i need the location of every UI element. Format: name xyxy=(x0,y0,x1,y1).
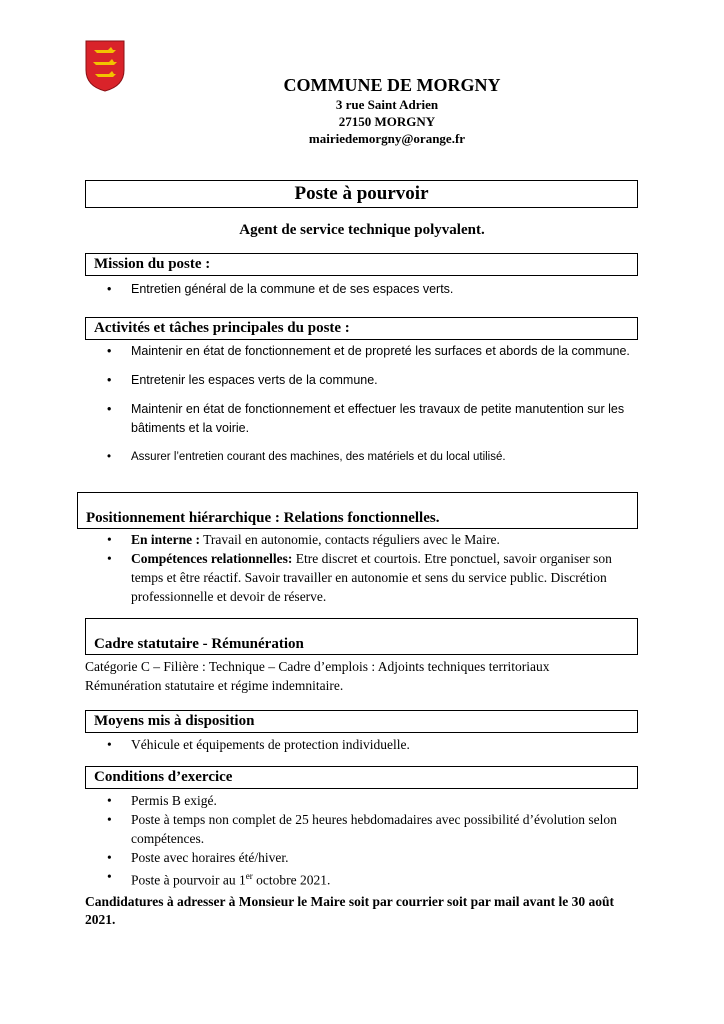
moyens-heading: Moyens mis à disposition xyxy=(85,710,638,733)
item-text: Travail en autonomie, contacts réguliers avec le Maire. xyxy=(200,532,500,547)
list-item: • Poste à temps non complet de 25 heures hebdomadaires avec possibilité d’évolution selon compétences. xyxy=(85,810,640,848)
list-item: • Entretien général de la commune et de ses espaces verts. xyxy=(85,280,645,299)
mission-heading: Mission du poste : xyxy=(85,253,638,276)
cadre-line-2: Rémunération statutaire et régime indemnitaire. xyxy=(85,678,344,693)
item-label: En interne : xyxy=(131,532,200,547)
activites-list xyxy=(85,342,645,467)
positionnement-heading: Positionnement hiérarchique : Relations fonctionnelles. xyxy=(77,492,638,529)
commune-name: COMMUNE DE MORGNY xyxy=(283,75,501,95)
address: 3 rue Saint Adrien xyxy=(335,97,439,112)
email: mairiedemorgny@orange.fr xyxy=(308,131,466,146)
moyens-list xyxy=(85,735,640,754)
list-item: • Véhicule et équipements de protection individuelle. xyxy=(85,735,640,754)
item-text-suffix: octobre 2021. xyxy=(252,872,331,888)
list-item xyxy=(85,549,640,606)
list-item: • Entretenir les espaces verts de la commune. xyxy=(85,371,645,390)
list-item: • Maintenir en état de fonctionnement et de propreté les surfaces et abords de la commune. xyxy=(85,342,645,361)
list-item xyxy=(85,867,640,890)
poste-title-box: Poste à pourvoir xyxy=(85,180,638,208)
list-item: • Permis B exigé. xyxy=(85,791,640,810)
item-label: Compétences relationnelles: xyxy=(131,551,293,566)
item-text: Etre discret et courtois. Etre ponctuel, savoir organiser son temps et être réactif. Savoir travailler en autonomie et sens du service public. Discrétion professionnelle et devoir de réserve. xyxy=(131,551,612,604)
mission-list xyxy=(85,280,645,299)
postal-code: 27150 MORGNY xyxy=(338,114,436,129)
cadre-line-1: Catégorie C – Filière : Technique – Cadre d’emplois : Adjoints techniques territoriaux xyxy=(85,659,550,674)
job-title: Agent de service technique polyvalent. xyxy=(239,222,485,238)
activites-heading: Activités et tâches principales du poste : xyxy=(85,317,638,340)
item-superscript: er xyxy=(245,871,253,881)
list-item xyxy=(85,530,640,549)
conditions-list xyxy=(85,791,640,890)
header xyxy=(0,74,724,147)
cadre-heading: Cadre statutaire - Rémunération xyxy=(85,618,638,655)
candidatures-note: Candidatures à adresser à Monsieur le Maire soit par courrier soit par mail avant le 30 août 2021. xyxy=(85,894,614,927)
list-item: • Maintenir en état de fonctionnement et effectuer les travaux de petite manutention sur les bâtiments et la voirie. xyxy=(85,400,645,438)
item-text-prefix: Poste à pourvoir au 1 xyxy=(131,872,246,888)
conditions-heading: Conditions d’exercice xyxy=(85,766,638,789)
list-item: • Assurer l’entretien courant des machines, des matériels et du local utilisé. xyxy=(85,448,645,467)
list-item: • Poste avec horaires été/hiver. xyxy=(85,848,640,867)
positionnement-list xyxy=(85,530,640,606)
